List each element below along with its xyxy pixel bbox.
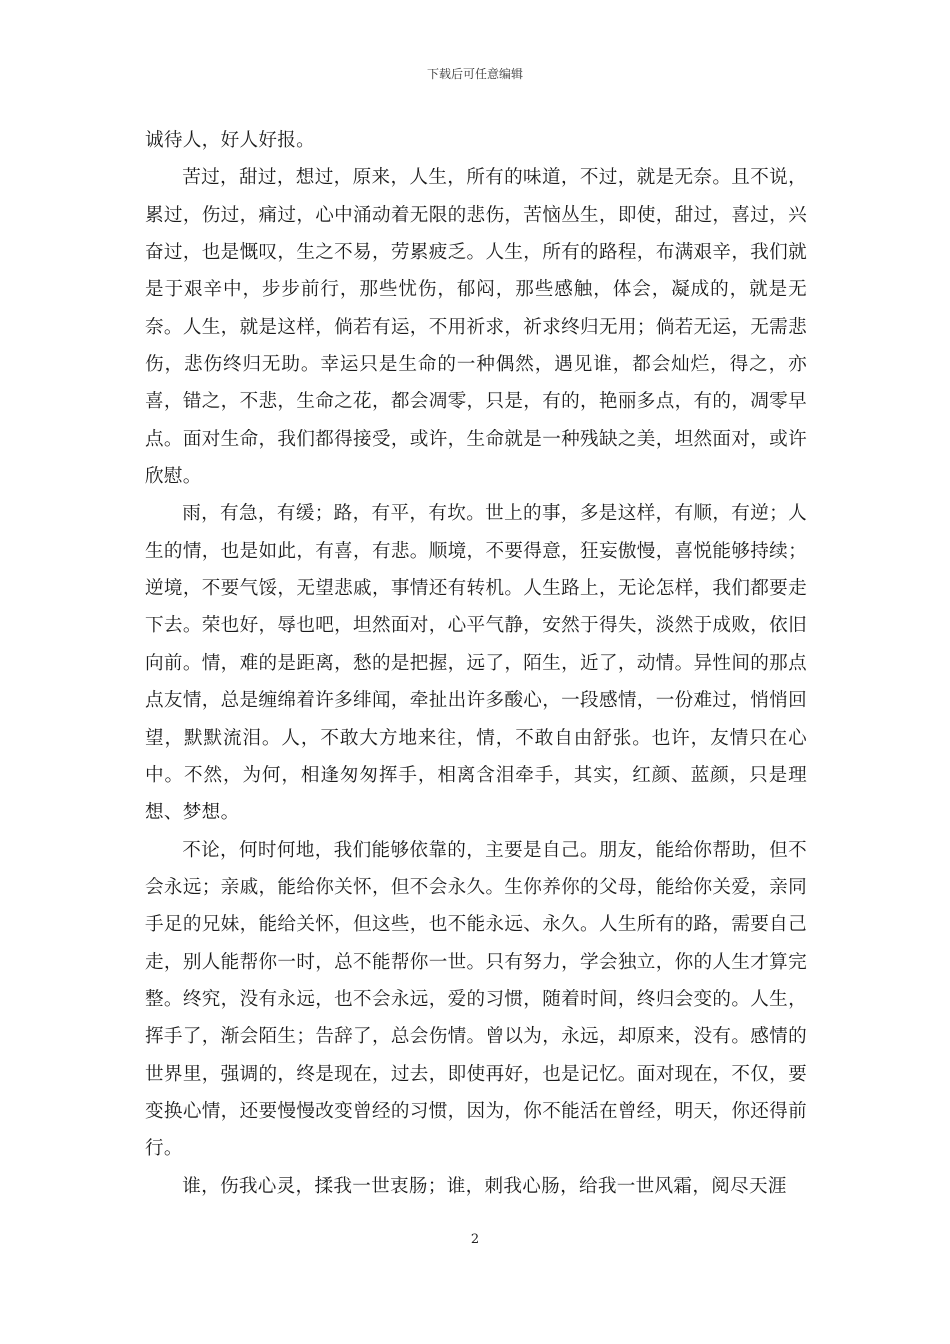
page-header: 下载后可任意编辑 — [426, 67, 523, 81]
paragraph-bitterness: 苦过，甜过，想过，原来，人生，所有的味道，不过，就是无奈。且不说，累过，伤过，痛过，心中涌动着无限的悲伤，苦恼丛生，即使，甜过，喜过，兴奋过，也是慨叹，生之不易，劳累疲乏。人生，所有的路程，布满艰辛，我们就是于艰辛中，步步前行，那些忧伤，郁闷，那些感触，体会，凝成的，就是无奈。人生，就是这样，倘若有运，不用祈求，祈求终归无用；倘若无运，无需悲伤，悲伤终归无助。幸运只是生命的一种偶然，遇见谁，都会灿烂，得之，亦喜，错之，不悲，生命之花，都会凋零，只是，有的，艳丽多点，有的，凋零早点。面对生命，我们都得接受，或许，生命就是一种残缺之美，坦然面对，或许欣慰。 — [145, 167, 807, 488]
paragraph-continuation: 诚待人，好人好报。 — [145, 130, 316, 151]
paragraph-heartache: 谁，伤我心灵，揉我一世衷肠；谁，刺我心肠，给我一世风霜，阅尽天涯 — [182, 1175, 787, 1197]
paragraph-rain: 雨，有急，有缓；路，有平，有坎。世上的事，多是这样，有顺，有逆；人生的情，也是如此，有喜，有悲。顺境，不要得意，狂妄傲慢，喜悦能够持续；逆境，不要气馁，无望悲戚，事情还有转机。人生路上，无论怎样，我们都要走下去。荣也好，辱也吧，坦然面对，心平气静，安然于得失，淡然于成败，依旧向前。情，难的是距离，愁的是把握，远了，陌生，近了，动情。异性间的那点点友情，总是缠绵着许多绯闻，牵扯出许多酸心，一段感情，一份难过，悄悄回望，默默流泪。人，不敢大方地来往，情，不敢自由舒张。也许，友情只在心中。不然，为何，相逢匆匆挥手，相离含泪牵手，其实，红颜、蓝颜，只是理想、梦想。 — [145, 503, 807, 824]
paragraph-self-reliance: 不论，何时何地，我们能够依靠的，主要是自己。朋友，能给你帮助，但不会永远；亲戚，能给你关怀，但不会永久。生你养你的父母，能给你关爱，亲同手足的兄妹，能给关怀，但这些，也不能永远、永久。人生所有的路，需要自己走，别人能帮你一时，总不能帮你一世。只有努力，学会独立，你的人生才算完整。终究，没有永远，也不会永远，爱的习惯，随着时间，终归会变的。人生，挥手了，渐会陌生；告辞了，总会伤情。曾以为，永远，却原来，没有。感情的世界里，强调的，终是现在，过去，即使再好，也是记忆。面对现在，不仅，要变换心情，还要慢慢改变曾经的习惯，因为，你不能活在曾经，明天，你还得前行。 — [145, 839, 807, 1160]
page-number: 2 — [470, 1232, 480, 1247]
document-body — [145, 122, 807, 1205]
